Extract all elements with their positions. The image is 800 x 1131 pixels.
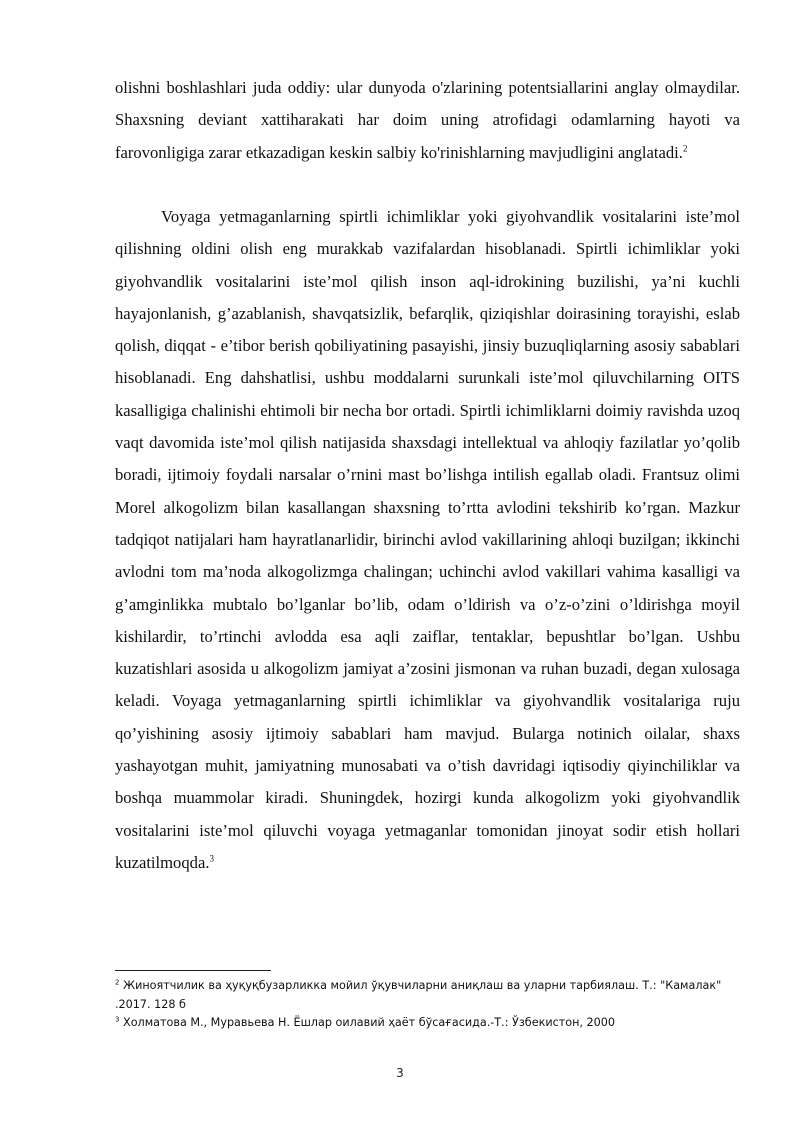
paragraph-1-text: olishni boshlashlari juda oddiy: ular dunyoda o'zlarining potentsiallarini anglay olmaydilar. Shaxsning deviant xattiharakati har doim uning atrofidagi odamlarning hayoti va farovonligiga zarar etkazadigan keskin salbiy ko'rinishlarning mavjudligini anglatadi. xyxy=(115,78,740,162)
body-paragraph-1 xyxy=(115,72,740,169)
footnote-3-text: Холматова М., Муравьева Н. Ёшлар оилавий ҳаёт бўсағасида.-Т.: Ўзбекистон, 2000 xyxy=(123,1016,616,1029)
footnote-2-text: Жиноятчилик ва ҳуқуқбузарликка мойил ўқувчиларни аниқлаш ва уларни тарбиялаш. Т.: "Камалак" .2017. 128 б xyxy=(115,979,722,1011)
body-paragraph-2 xyxy=(115,201,740,879)
page-number: 3 xyxy=(396,1066,404,1080)
footnote-ref-2[interactable]: 2 xyxy=(682,143,688,154)
footnote-ref-3[interactable]: 3 xyxy=(209,853,214,864)
paragraph-2-text: Voyaga yetmaganlarning spirtli ichimliklar yoki giyohvandlik vositalarini iste’mol qilishning oldini olish eng murakkab vazifalardan hisoblanadi. Spirtli ichimliklar yoki giyohvandlik vositalarini iste’mol qilish inson aql-idrokining buzilishi, ya’ni kuchli hayajonlanish, g’azablanish, shavqatsizlik, befarqlik, qiziqishlar doirasining torayishi, eslab qolish, diqqat - e’tibor berish qobiliyatining pasayishi, jinsiy buzuqliqlarning asosiy sabablari hisoblanadi. Eng dahshatlisi, ushbu moddalarni surunkali iste’mol qiluvchilarning OITS kasalligiga chalinishi ehtimoli bir necha bor ortadi. Spirtli ichimliklarni doimiy ravishda uzoq vaqt davomida iste’mol qilish natijasida shaxsdagi intellektual va ahloqiy fazilatlar yo’qolib boradi, ijtimoiy foydali narsalar o’rnini mast bo’lishga intilish egallab oladi. Frantsuz olimi Morel alkogolizm bilan kasallangan shaxsning to’rtta avlodini tekshirib ko’rgan. Mazkur tadqiqot natijalari ham hayratlanarlidir, birinchi avlod vakillarining ahloqi buzilgan; ikkinchi avlodni tom ma’noda alkogolizmga chalingan; uchinchi avlod vakillari vahima kasalligi va g’amginlikka mubtalo bo’lganlar bo’lib, odam o’ldirish va o’z-o’zini o’ldirishga moyil kishilardir, to’rtinchi avlodda esa aqli zaiflar, tentaklar, bepushtlar bo’lgan. Ushbu kuzatishlari asosida u alkogolizm jamiyat a’zosini jismonan va ruhan buzadi, degan xulosaga keladi. Voyaga yetmaganlarning spirtli ichimliklar va giyohvandlik vositalariga ruju qo’yishining asosiy ijtimoiy sabablari ham mavjud. Bularga notinich oilalar, shaxs yashayotgan muhit, jamiyatning munosabati va o’tish davridagi iqtisodiy qiyinchiliklar va boshqa muammolar kiradi. Shuningdek, hozirgi kunda alkogolizm yoki giyohvandlik vositalarini iste’mol qiluvchi voyaga yetmaganlar tomonidan jinoyat sodir etish hollari kuzatilmoqda. xyxy=(115,207,740,872)
footnote-2 xyxy=(115,977,740,1014)
footnote-marker-3: 3 xyxy=(115,1015,120,1024)
footnote-marker-2: 2 xyxy=(115,978,120,987)
footnote-3 xyxy=(115,1014,740,1033)
footnotes xyxy=(115,977,740,1033)
footnote-separator xyxy=(115,970,271,971)
